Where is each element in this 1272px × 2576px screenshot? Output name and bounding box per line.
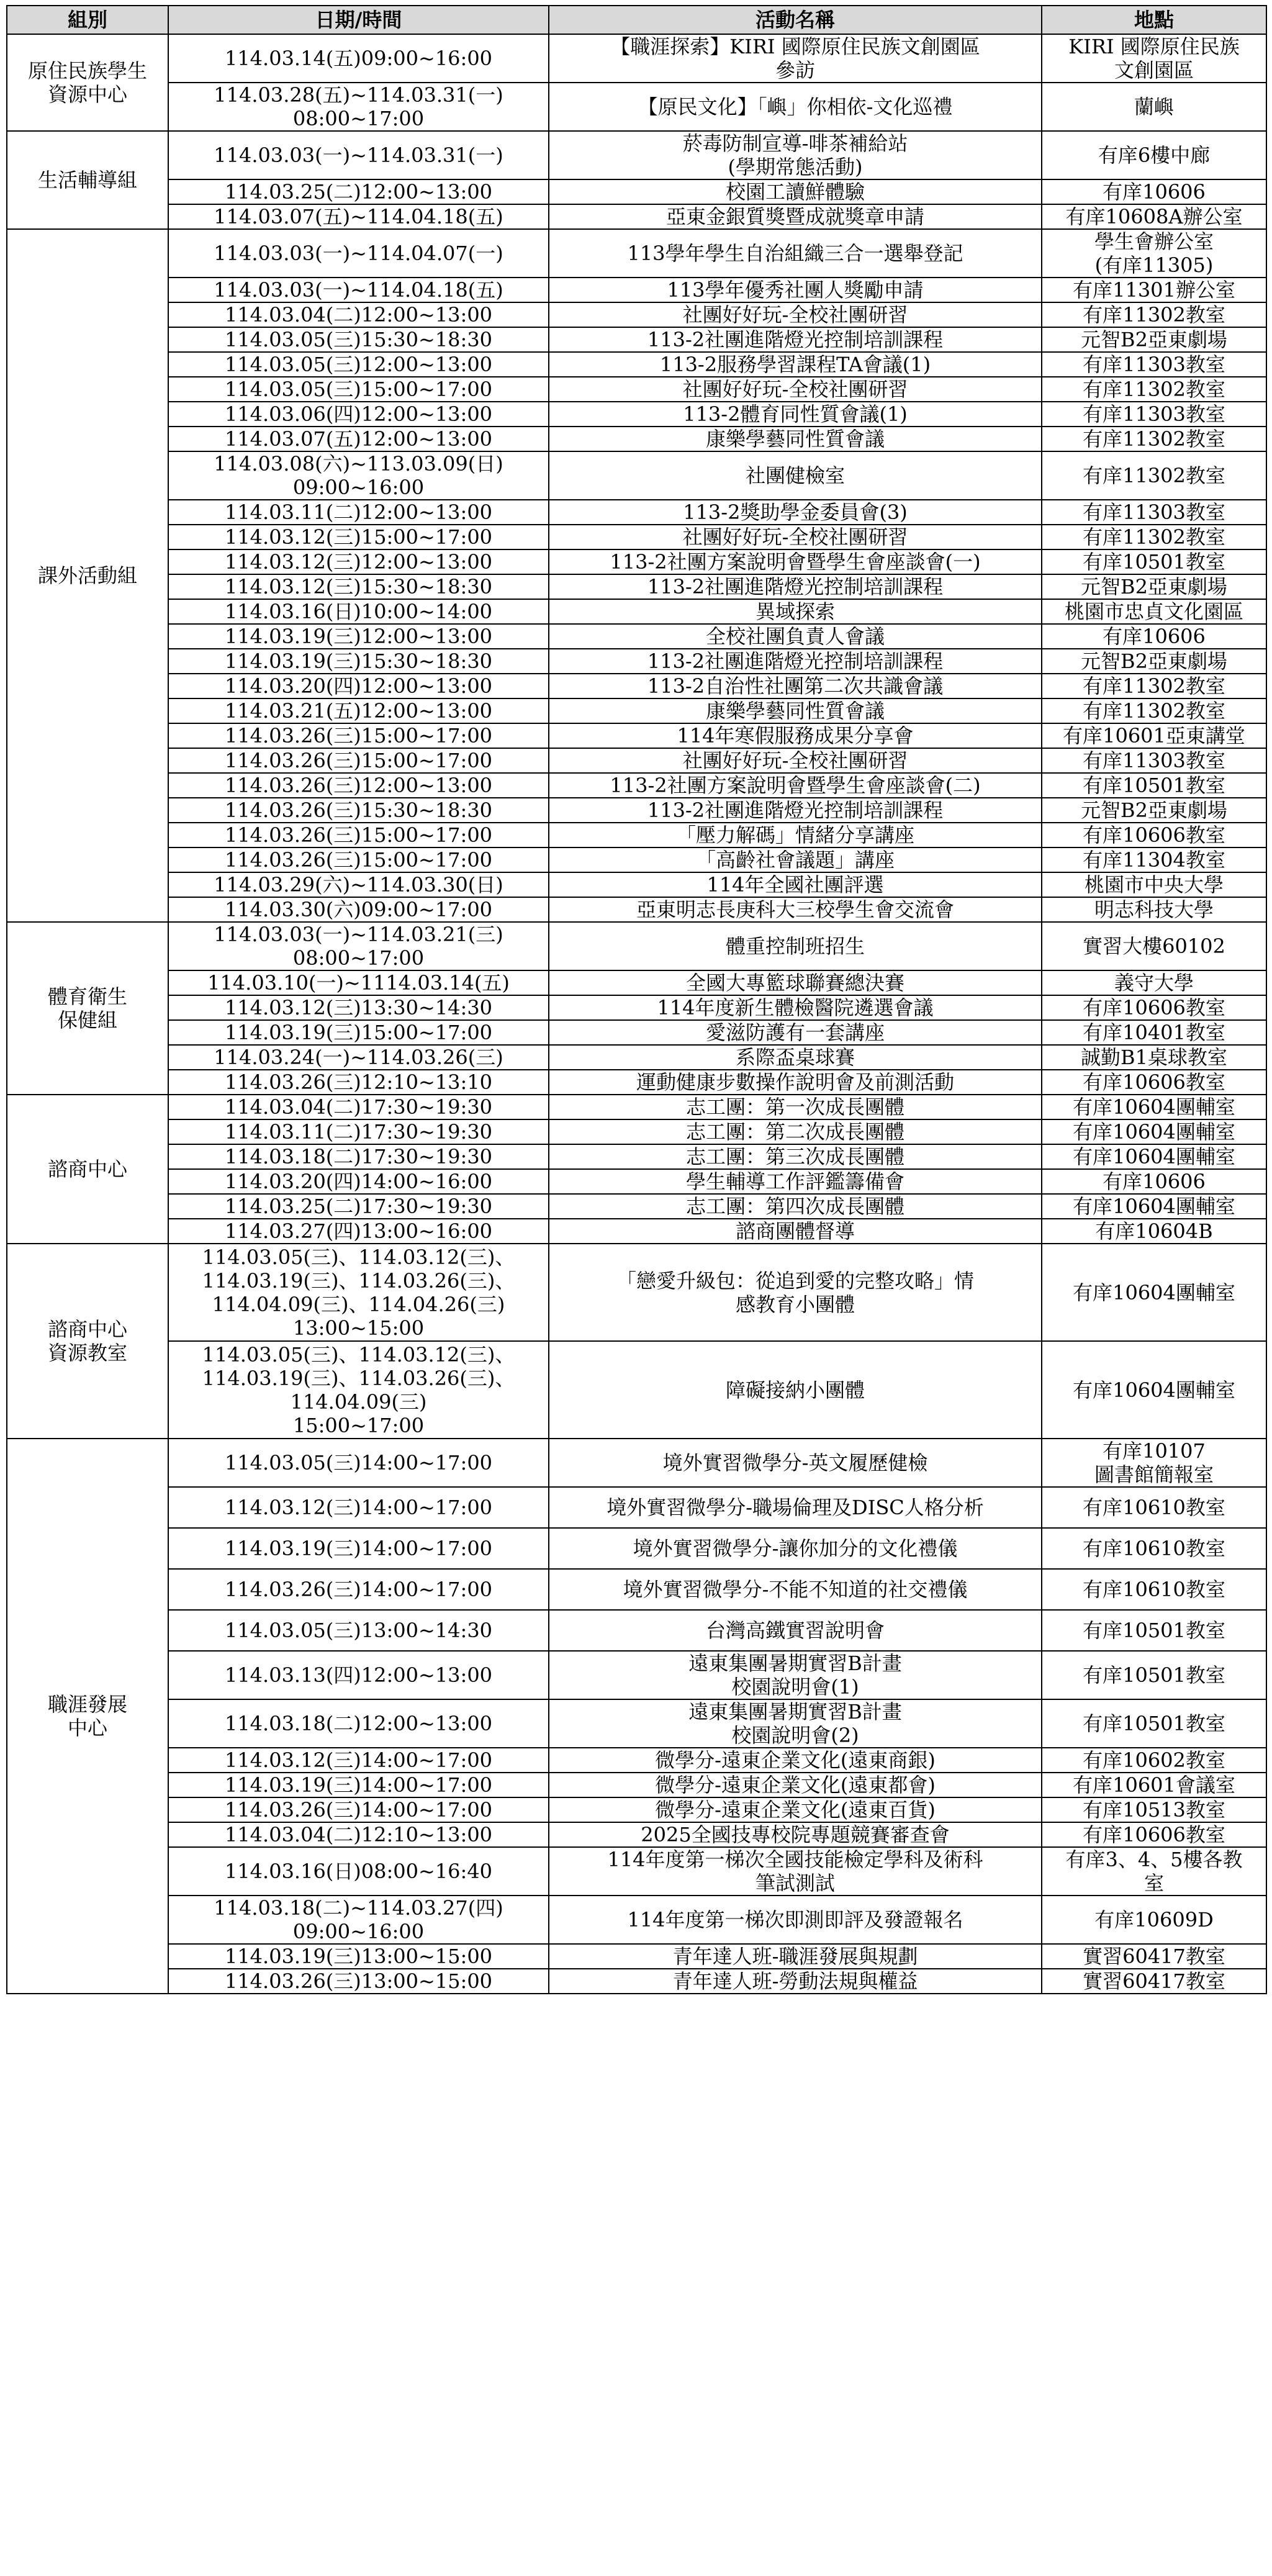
group-cell: 課外活動組	[7, 229, 168, 922]
activity-cell: 113-2社團方案說明會暨學生會座談會(二)	[549, 773, 1042, 798]
activity-cell: 114年全國社團評選	[549, 872, 1042, 897]
date-cell: 114.03.03(一)~114.04.18(五)	[168, 278, 549, 302]
activity-cell: 113-2自治性社團第二次共識會議	[549, 674, 1042, 698]
location-cell: 有庠11302教室	[1042, 698, 1266, 723]
location-cell: 有庠10601會議室	[1042, 1773, 1266, 1797]
location-cell: 有庠10501教室	[1042, 1699, 1266, 1748]
table-row	[7, 1439, 1266, 1487]
table-row	[7, 1944, 1266, 1969]
location-cell: 有庠10608A辦公室	[1042, 204, 1266, 229]
date-cell: 114.03.03(一)~114.03.21(三) 08:00~17:00	[168, 922, 549, 970]
group-cell: 職涯發展 中心	[7, 1439, 168, 1994]
date-cell: 114.03.08(六)~113.03.09(日) 09:00~16:00	[168, 451, 549, 500]
date-cell: 114.03.04(二)12:10~13:00	[168, 1822, 549, 1847]
date-cell: 114.03.28(五)~114.03.31(一) 08:00~17:00	[168, 83, 549, 131]
date-cell: 114.03.07(五)~114.04.18(五)	[168, 204, 549, 229]
date-cell: 114.03.26(三)12:00~13:00	[168, 773, 549, 798]
location-cell: 有庠10501教室	[1042, 773, 1266, 798]
activity-cell: 113-2社團進階燈光控制培訓課程	[549, 649, 1042, 674]
table-row	[7, 377, 1266, 402]
activity-cell: 113學年優秀社團人獎勵申請	[549, 278, 1042, 302]
location-cell: 有庠10610教室	[1042, 1569, 1266, 1610]
activity-cell: 障礙接納小團體	[549, 1341, 1042, 1439]
activity-cell: 體重控制班招生	[549, 922, 1042, 970]
date-cell: 114.03.10(一)~1114.03.14(五)	[168, 970, 549, 995]
location-cell: 實習60417教室	[1042, 1944, 1266, 1969]
table-row	[7, 1651, 1266, 1699]
date-cell: 114.03.05(三)15:00~17:00	[168, 377, 549, 402]
location-cell: 有庠10606教室	[1042, 995, 1266, 1020]
date-cell: 114.03.26(三)14:00~17:00	[168, 1569, 549, 1610]
table-row	[7, 748, 1266, 773]
date-cell: 114.03.18(二)12:00~13:00	[168, 1699, 549, 1748]
location-cell: 有庠10609D	[1042, 1896, 1266, 1944]
date-cell: 114.03.05(三)14:00~17:00	[168, 1439, 549, 1487]
table-row	[7, 599, 1266, 624]
location-cell: 學生會辦公室 (有庠11305)	[1042, 229, 1266, 278]
date-cell: 114.03.19(三)12:00~13:00	[168, 624, 549, 649]
table-row	[7, 549, 1266, 574]
location-cell: 有庠11302教室	[1042, 674, 1266, 698]
table-row	[7, 1119, 1266, 1144]
activity-cell: 亞東明志長庚科大三校學生會交流會	[549, 897, 1042, 922]
activity-cell: 社團好好玩-全校社團研習	[549, 748, 1042, 773]
activity-cell: 113-2獎助學金委員會(3)	[549, 500, 1042, 525]
date-cell: 114.03.26(三)15:00~17:00	[168, 847, 549, 872]
location-cell: 有庠10401教室	[1042, 1020, 1266, 1045]
activity-cell: 114年度第一梯次全國技能檢定學科及術科 筆試測試	[549, 1847, 1042, 1896]
activity-cell: 境外實習微學分-讓你加分的文化禮儀	[549, 1528, 1042, 1569]
location-cell: 實習大樓60102	[1042, 922, 1266, 970]
date-cell: 114.03.14(五)09:00~16:00	[168, 34, 549, 83]
location-cell: 有庠11302教室	[1042, 377, 1266, 402]
date-cell: 114.03.24(一)~114.03.26(三)	[168, 1045, 549, 1070]
location-cell: 有庠10604團輔室	[1042, 1194, 1266, 1219]
table-row	[7, 1773, 1266, 1797]
table-row	[7, 525, 1266, 549]
activity-cell: 全國大專籃球聯賽總決賽	[549, 970, 1042, 995]
table-row	[7, 131, 1266, 179]
date-cell: 114.03.12(三)13:30~14:30	[168, 995, 549, 1020]
date-cell: 114.03.19(三)14:00~17:00	[168, 1773, 549, 1797]
date-cell: 114.03.07(五)12:00~13:00	[168, 427, 549, 451]
table-row	[7, 1797, 1266, 1822]
location-cell: 有庠10604團輔室	[1042, 1341, 1266, 1439]
activity-cell: 志工團：第一次成長團體	[549, 1095, 1042, 1119]
table-row	[7, 1610, 1266, 1651]
location-cell: 有庠10610教室	[1042, 1528, 1266, 1569]
activity-cell: 校園工讀鮮體驗	[549, 179, 1042, 204]
date-cell: 114.03.05(三)、114.03.12(三)、 114.03.19(三)、114.03.26(三)、 114.04.09(三) 15:00~17:00	[168, 1341, 549, 1439]
activity-cell: 113-2社團進階燈光控制培訓課程	[549, 327, 1042, 352]
table-body	[7, 34, 1266, 1994]
table-row	[7, 204, 1266, 229]
location-cell: 有庠3、4、5樓各教 室	[1042, 1847, 1266, 1896]
activity-cell: 「戀愛升級包：從追到愛的完整攻略」情 感教育小團體	[549, 1244, 1042, 1341]
date-cell: 114.03.21(五)12:00~13:00	[168, 698, 549, 723]
header-row	[7, 6, 1266, 34]
date-cell: 114.03.12(三)15:00~17:00	[168, 525, 549, 549]
location-cell: 有庠10604B	[1042, 1219, 1266, 1244]
location-cell: 有庠11303教室	[1042, 352, 1266, 377]
date-cell: 114.03.06(四)12:00~13:00	[168, 402, 549, 427]
location-cell: 元智B2亞東劇場	[1042, 574, 1266, 599]
activity-cell: 社團好好玩-全校社團研習	[549, 525, 1042, 549]
activity-cell: 境外實習微學分-不能不知道的社交禮儀	[549, 1569, 1042, 1610]
date-cell: 114.03.11(二)12:00~13:00	[168, 500, 549, 525]
activity-cell: 台灣高鐵實習說明會	[549, 1610, 1042, 1651]
table-row	[7, 1969, 1266, 1994]
activity-cell: 亞東金銀質獎暨成就獎章申請	[549, 204, 1042, 229]
activity-cell: 微學分-遠東企業文化(遠東商銀)	[549, 1748, 1042, 1773]
table-row	[7, 402, 1266, 427]
date-header: 日期/時間	[168, 6, 549, 34]
table-row	[7, 83, 1266, 131]
date-cell: 114.03.19(三)13:00~15:00	[168, 1944, 549, 1969]
group-header: 組別	[7, 6, 168, 34]
date-cell: 114.03.29(六)~114.03.30(日)	[168, 872, 549, 897]
location-cell: 有庠11302教室	[1042, 427, 1266, 451]
table-row	[7, 229, 1266, 278]
activity-cell: 菸毒防制宣導-啡茶補給站 (學期常態活動)	[549, 131, 1042, 179]
table-row	[7, 1341, 1266, 1439]
activity-cell: 境外實習微學分-英文履歷健檢	[549, 1439, 1042, 1487]
activity-cell: 社團健檢室	[549, 451, 1042, 500]
location-cell: 有庠10604團輔室	[1042, 1095, 1266, 1119]
table-row	[7, 1095, 1266, 1119]
activity-cell: 運動健康步數操作說明會及前測活動	[549, 1070, 1042, 1095]
date-cell: 114.03.26(三)15:00~17:00	[168, 748, 549, 773]
date-cell: 114.03.11(二)17:30~19:30	[168, 1119, 549, 1144]
table-row	[7, 1169, 1266, 1194]
activity-cell: 青年達人班-勞動法規與權益	[549, 1969, 1042, 1994]
date-cell: 114.03.05(三)、114.03.12(三)、 114.03.19(三)、114.03.26(三)、 114.04.09(三)、114.04.26(三) 13:00~15:00	[168, 1244, 549, 1341]
location-cell: 實習60417教室	[1042, 1969, 1266, 1994]
location-cell: 有庠10606	[1042, 624, 1266, 649]
activity-cell: 異域探索	[549, 599, 1042, 624]
date-cell: 114.03.26(三)14:00~17:00	[168, 1797, 549, 1822]
location-cell: 有庠10604團輔室	[1042, 1244, 1266, 1341]
table-row	[7, 302, 1266, 327]
activity-cell: 諮商團體督導	[549, 1219, 1042, 1244]
table-row	[7, 574, 1266, 599]
location-cell: 有庠11303教室	[1042, 748, 1266, 773]
location-cell: 有庠10606教室	[1042, 823, 1266, 847]
location-cell: 有庠10606	[1042, 1169, 1266, 1194]
location-cell: 有庠10107 圖書館簡報室	[1042, 1439, 1266, 1487]
table-row	[7, 674, 1266, 698]
location-cell: 有庠10501教室	[1042, 1610, 1266, 1651]
table-row	[7, 723, 1266, 748]
location-cell: 有庠11302教室	[1042, 302, 1266, 327]
date-cell: 114.03.12(三)14:00~17:00	[168, 1487, 549, 1528]
activity-cell: 社團好好玩-全校社團研習	[549, 302, 1042, 327]
activity-cell: 114年寒假服務成果分享會	[549, 723, 1042, 748]
activity-cell: 113-2社團方案說明會暨學生會座談會(一)	[549, 549, 1042, 574]
activity-cell: 113-2體育同性質會議(1)	[549, 402, 1042, 427]
activity-header: 活動名稱	[549, 6, 1042, 34]
location-cell: 有庠10602教室	[1042, 1748, 1266, 1773]
activity-cell: 「壓力解碼」情緒分享講座	[549, 823, 1042, 847]
date-cell: 114.03.18(二)17:30~19:30	[168, 1144, 549, 1169]
activity-cell: 社團好好玩-全校社團研習	[549, 377, 1042, 402]
group-cell: 諮商中心 資源教室	[7, 1244, 168, 1439]
location-cell: 有庠10601亞東講堂	[1042, 723, 1266, 748]
location-cell: 元智B2亞東劇場	[1042, 327, 1266, 352]
date-cell: 114.03.16(日)10:00~14:00	[168, 599, 549, 624]
activity-cell: 境外實習微學分-職場倫理及DISC人格分析	[549, 1487, 1042, 1528]
location-cell: KIRI 國際原住民族 文創園區	[1042, 34, 1266, 83]
table-row	[7, 1244, 1266, 1341]
table-row	[7, 1896, 1266, 1944]
activity-cell: 113-2社團進階燈光控制培訓課程	[549, 574, 1042, 599]
table-row	[7, 624, 1266, 649]
date-cell: 114.03.26(三)15:30~18:30	[168, 798, 549, 823]
date-cell: 114.03.30(六)09:00~17:00	[168, 897, 549, 922]
location-cell: 有庠10610教室	[1042, 1487, 1266, 1528]
date-cell: 114.03.12(三)15:30~18:30	[168, 574, 549, 599]
activity-cell: 113學年學生自治組織三合一選舉登記	[549, 229, 1042, 278]
table-row	[7, 1144, 1266, 1169]
date-cell: 114.03.27(四)13:00~16:00	[168, 1219, 549, 1244]
table-row	[7, 847, 1266, 872]
date-cell: 114.03.19(三)14:00~17:00	[168, 1528, 549, 1569]
activity-cell: 青年達人班-職涯發展與規劃	[549, 1944, 1042, 1969]
date-cell: 114.03.12(三)14:00~17:00	[168, 1748, 549, 1773]
table-row	[7, 1822, 1266, 1847]
activity-cell: 遠東集團暑期實習B計畫 校園說明會(2)	[549, 1699, 1042, 1748]
date-cell: 114.03.05(三)13:00~14:30	[168, 1610, 549, 1651]
schedule-table	[6, 5, 1267, 1994]
activity-cell: 【職涯探索】KIRI 國際原住民族文創園區 參訪	[549, 34, 1042, 83]
table-row	[7, 1045, 1266, 1070]
activity-cell: 113-2社團進階燈光控制培訓課程	[549, 798, 1042, 823]
table-row	[7, 698, 1266, 723]
date-cell: 114.03.19(三)15:30~18:30	[168, 649, 549, 674]
date-cell: 114.03.20(四)12:00~13:00	[168, 674, 549, 698]
date-cell: 114.03.18(二)~114.03.27(四) 09:00~16:00	[168, 1896, 549, 1944]
location-cell: 有庠11303教室	[1042, 402, 1266, 427]
activity-cell: 康樂學藝同性質會議	[549, 427, 1042, 451]
location-cell: 有庠11303教室	[1042, 500, 1266, 525]
activity-cell: 114年度第一梯次即測即評及發證報名	[549, 1896, 1042, 1944]
location-cell: 義守大學	[1042, 970, 1266, 995]
date-cell: 114.03.26(三)15:00~17:00	[168, 723, 549, 748]
date-cell: 114.03.03(一)~114.04.07(一)	[168, 229, 549, 278]
table-row	[7, 649, 1266, 674]
date-cell: 114.03.05(三)15:30~18:30	[168, 327, 549, 352]
activity-cell: 微學分-遠東企業文化(遠東百貨)	[549, 1797, 1042, 1822]
date-cell: 114.03.19(三)15:00~17:00	[168, 1020, 549, 1045]
table-row	[7, 1070, 1266, 1095]
activity-cell: 志工團：第二次成長團體	[549, 1119, 1042, 1144]
date-cell: 114.03.03(一)~114.03.31(一)	[168, 131, 549, 179]
table-row	[7, 352, 1266, 377]
location-cell: 誠勤B1桌球教室	[1042, 1045, 1266, 1070]
location-cell: 有庠11301辦公室	[1042, 278, 1266, 302]
group-cell: 生活輔導組	[7, 131, 168, 229]
activity-cell: 全校社團負責人會議	[549, 624, 1042, 649]
table-row	[7, 897, 1266, 922]
date-cell: 114.03.26(三)15:00~17:00	[168, 823, 549, 847]
date-cell: 114.03.13(四)12:00~13:00	[168, 1651, 549, 1699]
location-cell: 有庠10606	[1042, 179, 1266, 204]
table-row	[7, 872, 1266, 897]
activity-cell: 114年度新生體檢醫院遴選會議	[549, 995, 1042, 1020]
table-row	[7, 278, 1266, 302]
location-header: 地點	[1042, 6, 1266, 34]
activity-cell: 康樂學藝同性質會議	[549, 698, 1042, 723]
date-cell: 114.03.16(日)08:00~16:40	[168, 1847, 549, 1896]
table-row	[7, 1569, 1266, 1610]
location-cell: 有庠11304教室	[1042, 847, 1266, 872]
location-cell: 明志科技大學	[1042, 897, 1266, 922]
table-row	[7, 1847, 1266, 1896]
table-row	[7, 34, 1266, 83]
location-cell: 元智B2亞東劇場	[1042, 649, 1266, 674]
activity-cell: 113-2服務學習課程TA會議(1)	[549, 352, 1042, 377]
activity-cell: 學生輔導工作評鑑籌備會	[549, 1169, 1042, 1194]
date-cell: 114.03.04(二)17:30~19:30	[168, 1095, 549, 1119]
table-row	[7, 1219, 1266, 1244]
table-row	[7, 798, 1266, 823]
table-row	[7, 970, 1266, 995]
activity-cell: 愛滋防護有一套講座	[549, 1020, 1042, 1045]
table-row	[7, 1748, 1266, 1773]
table-row	[7, 179, 1266, 204]
group-cell: 原住民族學生 資源中心	[7, 34, 168, 131]
table-row	[7, 1699, 1266, 1748]
location-cell: 有庠10604團輔室	[1042, 1144, 1266, 1169]
activity-cell: 遠東集團暑期實習B計畫 校園說明會(1)	[549, 1651, 1042, 1699]
location-cell: 有庠10501教室	[1042, 549, 1266, 574]
location-cell: 有庠10604團輔室	[1042, 1119, 1266, 1144]
activity-cell: 系際盃桌球賽	[549, 1045, 1042, 1070]
activity-cell: 志工團：第三次成長團體	[549, 1144, 1042, 1169]
table-row	[7, 327, 1266, 352]
date-cell: 114.03.25(二)17:30~19:30	[168, 1194, 549, 1219]
activity-cell: 「高齡社會議題」講座	[549, 847, 1042, 872]
activity-cell: 2025全國技專校院專題競賽審查會	[549, 1822, 1042, 1847]
date-cell: 114.03.20(四)14:00~16:00	[168, 1169, 549, 1194]
table-row	[7, 823, 1266, 847]
table-row	[7, 1020, 1266, 1045]
date-cell: 114.03.05(三)12:00~13:00	[168, 352, 549, 377]
table-row	[7, 427, 1266, 451]
date-cell: 114.03.12(三)12:00~13:00	[168, 549, 549, 574]
table-row	[7, 922, 1266, 970]
group-cell: 體育衛生 保健組	[7, 922, 168, 1095]
location-cell: 元智B2亞東劇場	[1042, 798, 1266, 823]
location-cell: 有庠11302教室	[1042, 451, 1266, 500]
table-row	[7, 1194, 1266, 1219]
table-row	[7, 1528, 1266, 1569]
date-cell: 114.03.04(二)12:00~13:00	[168, 302, 549, 327]
location-cell: 有庠10606教室	[1042, 1822, 1266, 1847]
location-cell: 桃園市忠貞文化園區	[1042, 599, 1266, 624]
activity-cell: 志工團：第四次成長團體	[549, 1194, 1042, 1219]
location-cell: 桃園市中央大學	[1042, 872, 1266, 897]
activity-cell: 微學分-遠東企業文化(遠東都會)	[549, 1773, 1042, 1797]
activity-cell: 【原民文化】「嶼」你相依-文化巡禮	[549, 83, 1042, 131]
location-cell: 蘭嶼	[1042, 83, 1266, 131]
table-row	[7, 500, 1266, 525]
location-cell: 有庠10501教室	[1042, 1651, 1266, 1699]
location-cell: 有庠6樓中廊	[1042, 131, 1266, 179]
table-row	[7, 773, 1266, 798]
date-cell: 114.03.26(三)12:10~13:10	[168, 1070, 549, 1095]
location-cell: 有庠11302教室	[1042, 525, 1266, 549]
group-cell: 諮商中心	[7, 1095, 168, 1244]
date-cell: 114.03.26(三)13:00~15:00	[168, 1969, 549, 1994]
location-cell: 有庠10513教室	[1042, 1797, 1266, 1822]
table-row	[7, 451, 1266, 500]
table-row	[7, 1487, 1266, 1528]
table-row	[7, 995, 1266, 1020]
location-cell: 有庠10606教室	[1042, 1070, 1266, 1095]
date-cell: 114.03.25(二)12:00~13:00	[168, 179, 549, 204]
